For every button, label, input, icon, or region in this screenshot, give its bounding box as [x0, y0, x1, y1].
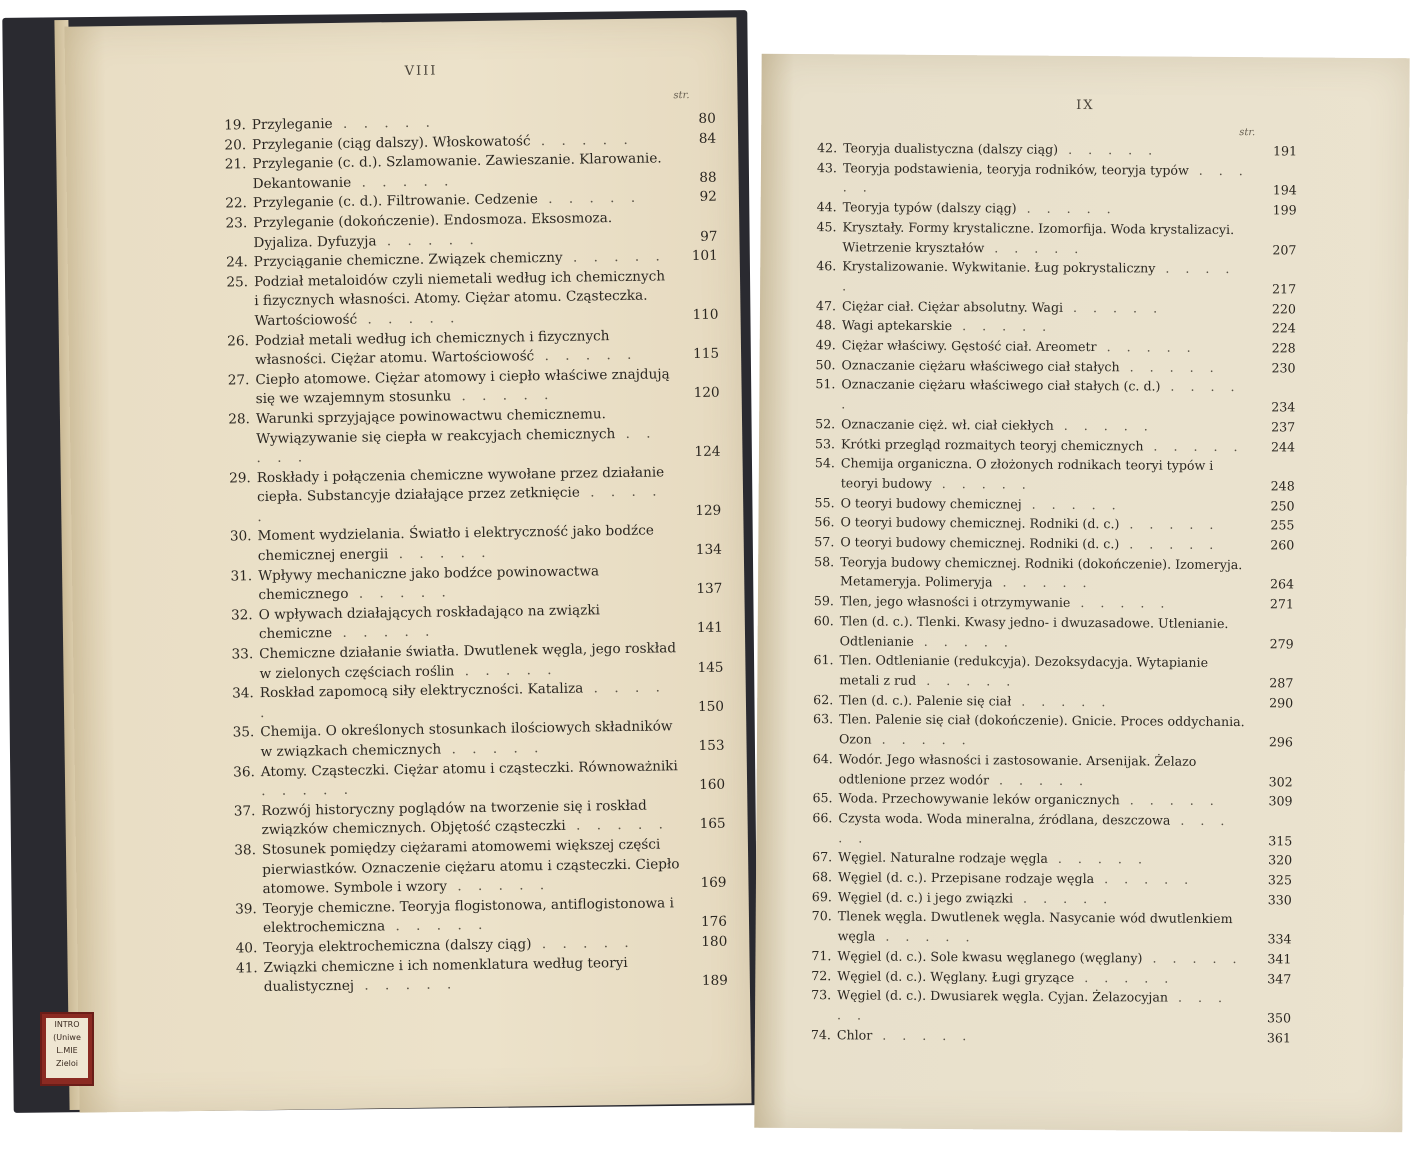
toc-entry-title-text: Przyleganie (c. d.). Filtrowanie. Cedzenie: [252, 191, 539, 212]
toc-entry-title: [259, 600, 678, 645]
leader-dots: . . . . .: [446, 877, 551, 895]
toc-entry-title: [840, 552, 1248, 594]
toc-entry-page: 176: [700, 913, 728, 931]
toc-entry-title-text: Przyleganie (ciąg dalszy). Włoskowatość: [252, 132, 531, 153]
toc-entry-number: 63.: [813, 711, 834, 727]
toc-entry-title: [258, 561, 677, 606]
toc-entry: [803, 709, 1293, 752]
leader-dots: . . . . .: [376, 231, 480, 249]
toc-entry-title-text: Warunki sprzyjające powinowactwu chemicznemu. Wywiązywanie się ciepła w reakcyjach chemicznych: [255, 406, 616, 447]
toc-entry: [806, 217, 1296, 260]
leader-dots: . . . . .: [872, 1027, 973, 1043]
toc-entry-number: 42.: [817, 140, 838, 156]
table-of-contents: [216, 110, 728, 999]
toc-entry-title: [252, 149, 671, 194]
toc-entry-page: 88: [699, 169, 717, 186]
leader-dots: . . . . .: [531, 934, 635, 953]
leader-dots: . . . . .: [1058, 141, 1159, 158]
leader-dots: . . . . .: [916, 672, 1017, 689]
toc-entry-title: [262, 835, 681, 900]
leader-dots: . . . . .: [984, 239, 1085, 256]
toc-entry-number: 31.: [230, 567, 253, 585]
leader-dots: . . . . .: [1013, 890, 1114, 906]
leader-dots: . . . . .: [931, 475, 1032, 492]
toc-entry-number: 47.: [815, 297, 837, 313]
toc-entry-page: 309: [1268, 793, 1293, 809]
leader-dots: . . . . .: [353, 976, 458, 994]
toc-entry-page: 264: [1269, 576, 1295, 592]
toc-entry-title: [837, 986, 1245, 1028]
toc-entry-number: 22.: [225, 195, 248, 212]
toc-entry-title-text: Atomy. Cząsteczki. Ciężar atomu i cząsteczki. Równoważniki: [260, 757, 678, 780]
leader-dots: . . . . .: [1063, 299, 1164, 316]
leader-dots: . . . . .: [1119, 536, 1220, 553]
toc-entry-title-text: Stosunek pomiędzy ciężarami atomowemi większej części pierwiastków. Oznaczenie ciężaru atomu i cząsteczki. Ciepło atomowe. Symbole i wzory: [261, 836, 680, 898]
toc-entry-title-text: Przyleganie (dokończenie). Endosmoza. Eksosmoza. Dyjaliza. Dyfuzyja: [253, 210, 613, 251]
toc-entry-number: 21.: [224, 156, 247, 173]
toc-entry: [806, 256, 1296, 299]
toc-entry-title: [255, 326, 674, 371]
toc-entry-page: 145: [697, 659, 724, 676]
toc-entry-number: 64.: [812, 750, 833, 767]
toc-entry-number: 20.: [224, 136, 247, 154]
toc-entry-title-text: Przyleganie (c. d.). Szlamowanie. Zawieszanie. Klarowanie. Dekantowanie: [252, 150, 662, 192]
toc-entry-title: [837, 1025, 1245, 1048]
toc-entry: [804, 611, 1294, 654]
toc-entry-page: 279: [1269, 635, 1294, 652]
toc-entry-page: 325: [1267, 872, 1293, 888]
toc-entry-number: 61.: [813, 652, 834, 668]
leader-dots: . . . . .: [348, 584, 452, 603]
toc-entry-page: 180: [701, 933, 728, 950]
leader-dots: . . . . .: [530, 131, 634, 149]
toc-entry-title-text: Moment wydzielania. Światło i elektryczność jako bodźce chemicznej energii: [257, 523, 654, 565]
leader-dots: . . . . .: [1016, 200, 1117, 217]
toc-entry-number: 57.: [814, 534, 835, 550]
leader-dots: . . . . .: [332, 114, 436, 133]
toc-entry-page: 153: [698, 737, 725, 754]
toc-entry-number: 19.: [224, 117, 246, 134]
toc-entry-number: 44.: [816, 199, 837, 215]
toc-entry-page: 271: [1269, 596, 1294, 612]
toc-entry-title: [841, 375, 1249, 417]
leader-dots: . . . . .: [441, 740, 545, 758]
library-label-text: (Uniwe: [53, 1033, 81, 1042]
toc-entry: [807, 158, 1297, 201]
toc-entry-title-text: Chemija. O określonych stosunkach ilościowych składników w związkach chemicznych: [260, 718, 673, 761]
toc-entry-page: 115: [693, 345, 720, 363]
toc-entry-title-text: Teoryja podstawienia, teoryja rodników, teoryja typów: [842, 160, 1189, 178]
toc-entry-number: 30.: [229, 528, 252, 545]
leader-dots: . . . . .: [838, 812, 1231, 846]
leader-dots: . . . . .: [256, 425, 657, 467]
toc-entry-number: 59.: [813, 593, 834, 609]
toc-entry-number: 54.: [814, 455, 835, 471]
toc-entry-page: 224: [1271, 320, 1296, 336]
toc-entry-title-text: Węgiel (d. c.). Sole kwasu węglanego (węglany): [837, 948, 1143, 966]
toc-entry-title-text: Węgiel (d. c.) i jego związki: [837, 889, 1014, 906]
leader-dots: . . . . .: [842, 162, 1249, 195]
library-label-text: Zieloi: [56, 1059, 78, 1068]
leader-dots: . . . . .: [261, 781, 355, 800]
toc-entry-title-text: Przyleganie: [251, 116, 333, 134]
toc-entry-page: 101: [691, 247, 718, 265]
leader-dots: . . . . .: [1119, 358, 1220, 375]
toc-entry-page: 341: [1267, 951, 1292, 967]
toc-entry-number: 25.: [226, 273, 249, 291]
toc-entry-page: 347: [1267, 970, 1292, 987]
toc-entry-page: 141: [696, 620, 724, 637]
leader-dots: . . . . .: [351, 173, 455, 191]
toc-entry-title-text: Ciężar ciał. Ciężar absolutny. Wagi: [841, 297, 1064, 315]
toc-entry-page: 290: [1269, 694, 1294, 711]
toc-entry-title-text: Wagi aptekarskie: [841, 317, 953, 334]
leader-dots: . . . . .: [1047, 851, 1149, 867]
toc-entry-title-text: Roskłady i połączenia chemiczne wywołane przez działanie ciepła. Substancyje działające przez zetknięcie: [256, 464, 665, 506]
leader-dots: . . . . .: [454, 661, 558, 679]
toc-entry-page: 110: [692, 306, 719, 323]
toc-entry-number: 39.: [235, 900, 257, 918]
toc-entry-page: 194: [1272, 182, 1297, 198]
leader-dots: . . . . .: [385, 917, 489, 935]
toc-entry-number: 28.: [228, 411, 251, 428]
toc-entry-title-text: Teoryja dualistyczna (dalszy ciąg): [843, 140, 1059, 157]
leader-dots: . . . . .: [1094, 871, 1195, 887]
toc-entry-page: 169: [700, 874, 727, 892]
leader-dots: . . . . .: [1096, 339, 1197, 355]
toc-entry-title: [260, 678, 679, 723]
table-of-contents: [801, 138, 1297, 1048]
toc-entry-page: 134: [695, 541, 722, 559]
toc-entry-number: 23.: [225, 215, 248, 232]
leader-dots: . . . . .: [992, 574, 1093, 591]
library-label-text: INTRO: [54, 1020, 80, 1029]
toc-entry: [801, 985, 1291, 1028]
toc-entry-page: 250: [1270, 497, 1295, 514]
toc-entry-title: [260, 718, 679, 763]
toc-entry-page: 84: [698, 130, 717, 147]
toc-entry: [226, 835, 727, 901]
toc-entry-title-text: Wpływy mechaniczne jako bodźce powinowactwa chemicznego: [258, 562, 600, 604]
toc-entry-title-text: Tlen, jego własności i otrzymywanie: [839, 593, 1071, 611]
toc-entry-title: [254, 267, 673, 332]
leader-dots: . . . . .: [842, 260, 1236, 294]
toc-entry-number: 40.: [235, 940, 258, 957]
toc-entry-title-text: Podział metali według ich chemicznych i fizycznych własności. Ciężar atomu. Wartościowość: [254, 327, 610, 369]
toc-entry-page: 150: [697, 698, 725, 715]
leader-dots: . . . . .: [1053, 417, 1154, 434]
toc-entry-title-text: Czysta woda. Woda mineralna, źródlana, deszczowa: [838, 810, 1171, 828]
toc-entry-number: 58.: [814, 553, 835, 570]
toc-entry-number: 38.: [234, 842, 257, 859]
leader-dots: . . . . .: [332, 624, 436, 642]
leader-dots: . . . . .: [1119, 792, 1220, 809]
toc-entry-title-text: Roskład zapomocą siły elektryczności. Kataliza: [259, 680, 584, 702]
toc-entry-number: 74.: [810, 1026, 831, 1042]
toc-entry-page: 255: [1270, 517, 1295, 533]
toc-entry-page: 124: [694, 443, 721, 461]
toc-entry-page: 160: [699, 776, 726, 794]
toc-entry-page: 334: [1267, 931, 1292, 947]
toc-entry-page: 165: [699, 815, 726, 833]
leader-dots: . . . . .: [841, 378, 1241, 412]
toc-entry-number: 50.: [815, 356, 836, 373]
toc-entry-title: [256, 404, 675, 469]
toc-entry-number: 71.: [811, 947, 832, 964]
page-number: VIII: [404, 63, 438, 79]
toc-entry-page: 199: [1272, 202, 1297, 218]
toc-entry-number: 41.: [235, 959, 258, 976]
toc-entry-title: [840, 611, 1248, 653]
leader-dots: . . . . .: [836, 989, 1229, 1023]
leader-dots: . . . . .: [562, 248, 666, 266]
leader-dots: . . . . .: [257, 483, 663, 525]
toc-entry-page: 296: [1268, 734, 1294, 750]
toc-entry-title-text: Teoryja budowy chemicznej. Rodniki (dokończenie). Izomeryja. Metameryja. Polimeryja: [840, 554, 1243, 590]
toc-entry-title: [838, 907, 1246, 949]
toc-entry-number: 68.: [811, 869, 833, 885]
toc-entry-number: 72.: [811, 967, 832, 983]
toc-entry-title-text: O teoryi budowy chemicznej. Rodniki (d. c.): [840, 534, 1120, 552]
leader-dots: . . . . .: [451, 387, 555, 405]
toc-entry: [805, 453, 1295, 496]
toc-entry-title-text: Oznaczanie ciężaru właściwego ciał stałych (c. d.): [841, 376, 1161, 394]
toc-entry: [801, 1025, 1291, 1048]
leader-dots: . . . . .: [388, 544, 492, 563]
toc-entry-page: 207: [1272, 241, 1297, 258]
toc-entry-title-text: Oznaczanie ciężaru właściwego ciał stałych: [841, 357, 1120, 374]
toc-entry-title-text: Węgiel (d. c.). Dwusiarek węgla. Cyjan. Żelazocyjan: [837, 987, 1169, 1005]
toc-entry-title-text: Tlen (d. c.). Palenie się ciał: [839, 691, 1012, 709]
toc-entry-page: 217: [1272, 281, 1297, 297]
toc-entry-title: [838, 808, 1246, 850]
toc-entry-page: 189: [701, 972, 728, 990]
toc-entry-page: 330: [1267, 892, 1292, 908]
toc-entry-title: [257, 522, 676, 567]
toc-entry-page: 120: [693, 384, 720, 402]
toc-entry-number: 43.: [816, 159, 838, 175]
toc-entry-page: 230: [1271, 360, 1296, 376]
toc-entry-title-text: Rozwój historyczny poglądów na tworzenie się i roskład związków chemicznych. Objętość cząsteczki: [261, 797, 647, 839]
toc-entry-number: 60.: [813, 613, 834, 629]
toc-entry-title-text: Wodór. Jego własności i zastosowanie. Arsenijak. Żelazo odtlenione przez wodór: [838, 751, 1197, 787]
library-stamp-label: [40, 1012, 94, 1086]
toc-entry-title-text: O teoryi budowy chemicznej: [840, 494, 1022, 512]
toc-entry-title-text: Ciężar właściwy. Gęstość ciał. Areometr: [841, 337, 1097, 355]
leader-dots: . . . . .: [565, 816, 670, 835]
toc-entry: [221, 462, 722, 528]
toc-entry-title-text: Węgiel (d. c.). Przepisane rodzaje węgla: [837, 869, 1095, 887]
leader-dots: . . . . .: [913, 633, 1014, 650]
toc-entry-title: [261, 757, 680, 802]
toc-entry-page: 220: [1271, 300, 1297, 317]
toc-entry-number: 26.: [227, 332, 249, 350]
toc-entry-number: 27.: [227, 371, 250, 389]
toc-entry-page: 237: [1271, 419, 1296, 435]
toc-entry-number: 56.: [814, 514, 835, 530]
toc-entry-title-text: Węgiel. Naturalne rodzaje węgla: [838, 849, 1048, 867]
toc-entry-page: 302: [1268, 773, 1293, 789]
toc-entry-title-text: Oznaczanie cięż. wł. ciał ciekłych: [841, 416, 1054, 433]
leader-dots: . . . . .: [1021, 496, 1122, 512]
toc-entry-page: 315: [1268, 832, 1293, 849]
toc-entry-title-text: Krystalizowanie. Wykwitanie. Ług pokrystaliczny: [842, 258, 1156, 276]
toc-entry-page: 191: [1272, 143, 1298, 159]
toc-entry-page: 350: [1266, 1010, 1292, 1026]
leader-dots: . . . . .: [357, 310, 461, 328]
toc-entry-number: 49.: [815, 337, 836, 353]
toc-entry-title-text: Przyciąganie chemiczne. Związek chemiczny: [253, 249, 563, 271]
leader-dots: . . . . .: [988, 771, 1090, 788]
toc-entry-title-text: Tlen. Odtlenianie (redukcyja). Dezoksydacyja. Wytapianie metali z rud: [839, 652, 1209, 688]
toc-entry-title-text: Tlen (d. c.). Tlenki. Kwasy jedno- i dwuzasadowe. Utlenianie. Odtlenianie: [839, 613, 1229, 649]
toc-entry-page: 97: [700, 228, 718, 245]
toc-entry: [804, 552, 1294, 595]
leader-dots: . . . . .: [537, 190, 642, 208]
toc-entry-title-text: Tlenek węgla. Dwutlenek węgla. Nasycanie wód dwutlenkiem węgla: [837, 908, 1233, 944]
toc-entry-title-text: Krótki przegląd rozmaitych teoryj chemicznych: [840, 435, 1144, 453]
toc-entry-number: 33.: [231, 646, 254, 663]
toc-entry-title: [843, 158, 1251, 200]
toc-entry-title-text: Związki chemiczne i ich nomenklatura według teoryi dualistycznej: [263, 954, 628, 996]
toc-entry-title: [261, 796, 680, 841]
toc-entry-title: [839, 710, 1247, 752]
toc-entry-number: 24.: [226, 254, 248, 271]
toc-entry-title: [841, 454, 1249, 496]
toc-entry-number: 34.: [232, 685, 254, 702]
toc-entry-title-text: O wpływach działających roskładająco na związki chemiczne: [258, 602, 601, 643]
toc-entry-number: 73.: [811, 987, 832, 1003]
toc-entry-title-text: Teoryja elektrochemiczna (dalszy ciąg): [263, 936, 532, 956]
toc-entry-title: [839, 651, 1247, 693]
toc-entry: [803, 650, 1293, 693]
toc-entry-number: 32.: [230, 607, 253, 624]
page-column-label: str.: [673, 90, 690, 102]
toc-entry-page: 287: [1269, 675, 1294, 691]
toc-entry-title-text: Teoryje chemiczne. Teoryja flogistonowa, antiflogistonowa i elektrochemiczna: [262, 895, 674, 937]
toc-entry-number: 70.: [811, 908, 832, 924]
toc-entry-page: 92: [699, 189, 718, 206]
leader-dots: . . . . .: [534, 346, 638, 365]
page-number: IX: [1076, 97, 1095, 114]
toc-entry-title-text: Kryształy. Formy krystaliczne. Izomorfija. Woda krystalizacyi. Wietrzenie kryształów: [842, 219, 1235, 255]
toc-entry-title: [263, 953, 682, 998]
toc-entry-title-text: Chlor: [836, 1026, 873, 1043]
leader-dots: . . . . .: [1011, 693, 1112, 709]
leader-dots: . . . . .: [259, 679, 666, 721]
leader-dots: . . . . .: [1143, 437, 1244, 454]
toc-entry-number: 37.: [233, 802, 256, 820]
toc-entry: [218, 266, 719, 332]
toc-entry-title: [259, 639, 678, 684]
toc-entry-number: 53.: [814, 435, 836, 451]
leader-dots: . . . . .: [1070, 595, 1171, 611]
toc-entry-page: 137: [696, 580, 723, 598]
toc-entry-title-text: Teoryja typów (dalszy ciąg): [842, 199, 1017, 216]
toc-entry-title: [842, 217, 1250, 259]
toc-entry-page: 361: [1266, 1029, 1291, 1046]
toc-entry: [805, 375, 1295, 418]
leader-dots: . . . . .: [1142, 950, 1243, 966]
toc-entry-title: [255, 365, 674, 410]
toc-entry-number: 62.: [813, 691, 834, 707]
toc-entry-number: 51.: [815, 376, 836, 392]
toc-entry-title-text: Chemija organiczna. O złożonych rodnikach teoryi typów i teoryi budowy: [840, 455, 1214, 491]
toc-entry-number: 36.: [233, 763, 255, 781]
library-label-text: L.MIE: [56, 1046, 78, 1055]
toc-entry: [802, 808, 1292, 851]
left-page: [64, 17, 751, 1112]
toc-entry: [802, 906, 1292, 949]
toc-entry: [220, 404, 721, 470]
page-column-label: str.: [1239, 127, 1256, 139]
toc-entry-number: 29.: [229, 469, 251, 487]
toc-entry-title-text: O teoryi budowy chemicznej. Rodniki (d. c.): [840, 514, 1120, 532]
toc-entry-page: 244: [1270, 438, 1296, 455]
toc-entry-number: 66.: [812, 810, 833, 826]
toc-entry-page: 320: [1268, 852, 1293, 868]
toc-entry-page: 248: [1270, 478, 1295, 494]
toc-entry-number: 55.: [814, 494, 835, 510]
toc-entry-title: [839, 749, 1247, 791]
toc-entry-title: [253, 208, 672, 253]
toc-entry-number: 69.: [811, 888, 832, 904]
toc-entry-title: [842, 257, 1250, 299]
toc-entry: [803, 749, 1293, 792]
toc-entry-page: 234: [1271, 399, 1296, 415]
leader-dots: . . . . .: [1074, 969, 1175, 986]
right-page: [754, 54, 1409, 1132]
leader-dots: . . . . .: [871, 731, 972, 748]
toc-entry-page: 260: [1270, 537, 1295, 553]
toc-entry-number: 48.: [815, 317, 836, 333]
toc-entry-title-text: Woda. Przechowywanie leków organicznych: [838, 790, 1120, 808]
leader-dots: . . . . .: [952, 318, 1053, 335]
toc-entry-number: 52.: [815, 415, 836, 432]
toc-entry-number: 46.: [816, 258, 837, 274]
toc-entry-title-text: Węgiel (d. c.). Węglany. Ługi gryzące: [837, 967, 1075, 985]
toc-entry-title-text: Podział metaloidów czyli niemetali według ich chemicznych i fizycznych własności. Atomy. Ciężar atomu. Cząsteczka. Wartościowość: [253, 268, 666, 330]
toc-entry-page: 129: [695, 502, 722, 519]
toc-entry-title-text: Chemiczne działanie światła. Dwutlenek węgla, jego roskład w zielonych częściach roślin: [259, 640, 677, 682]
toc-entry-number: 65.: [812, 790, 833, 806]
toc-entry-title-text: Ciepło atomowe. Ciężar atomowy i ciepło właściwe znajdują się we wzajemnym stosunku: [255, 366, 670, 408]
toc-entry-title: [263, 894, 682, 939]
toc-entry-number: 45.: [816, 218, 837, 235]
toc-entry-title: [257, 463, 676, 528]
toc-entry-number: 67.: [812, 849, 833, 865]
toc-entry-page: 228: [1271, 340, 1296, 356]
toc-entry-title-text: Tlen. Palenie się ciał (dokończenie). Gnicie. Proces oddychania. Ozon: [838, 711, 1245, 747]
leader-dots: . . . . .: [1119, 516, 1220, 533]
toc-entry-page: 80: [698, 110, 716, 127]
leader-dots: . . . . .: [875, 928, 976, 945]
toc-entry: [227, 952, 727, 998]
toc-entry-number: 35.: [232, 724, 255, 741]
